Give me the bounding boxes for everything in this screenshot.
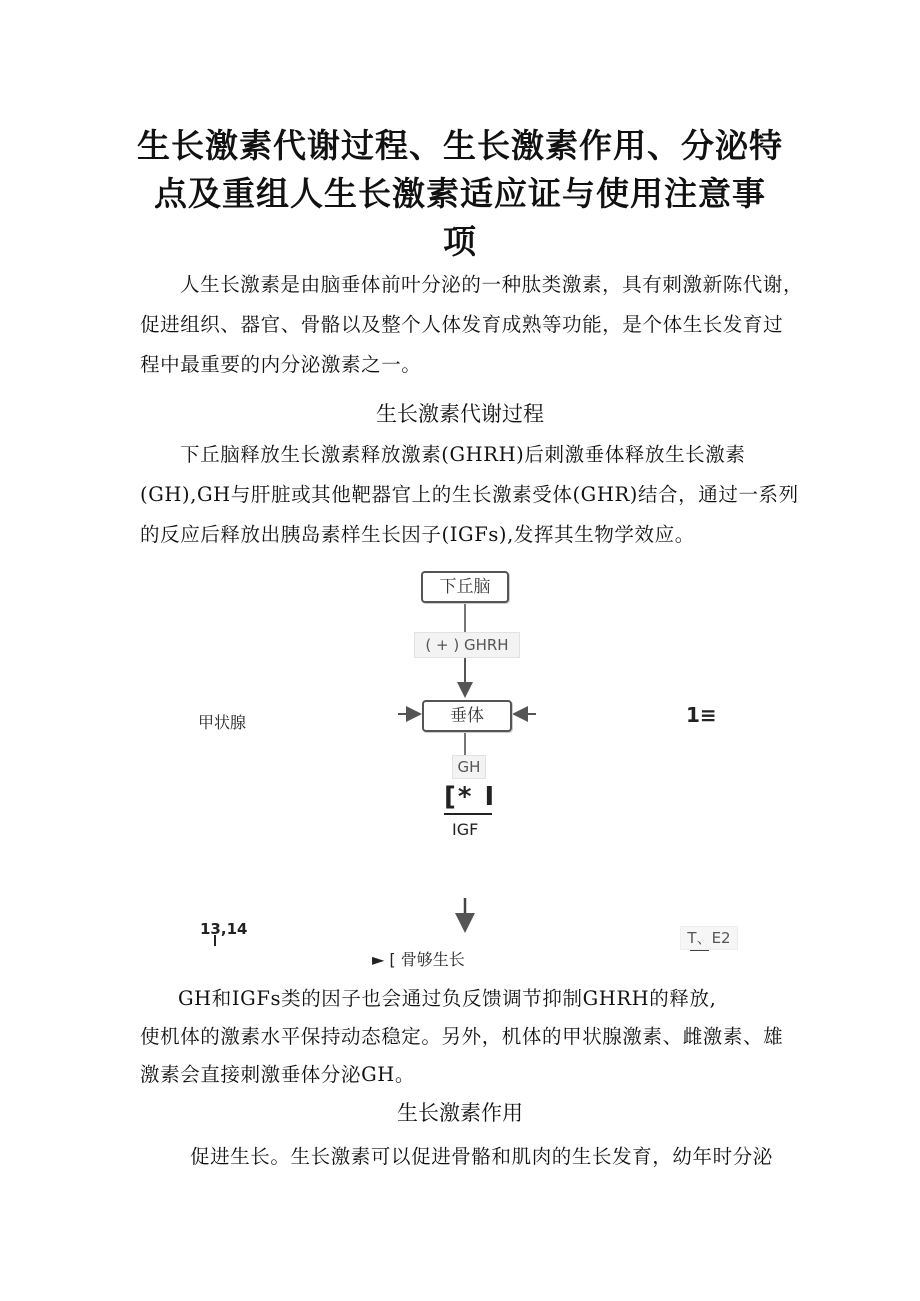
bracket-mark: [* I [444, 782, 497, 812]
section1-line-3: 的反应后释放出胰岛素样生长因子(IGFs),发挥其生物学效应。 [140, 523, 695, 546]
section-heading-function: 生长激素作用 [397, 1101, 523, 1125]
intro-line-1: 人生长激素是由脑垂体前叶分泌的一种肽类激素，具有刺激新陈代谢， [180, 273, 804, 296]
section1-line-1: 下丘脑释放生长激素释放激素(GHRH)后刺激垂体释放生长激素 [180, 443, 746, 466]
section2-line-1: 促进生长。生长激素可以促进骨骼和肌肉的生长发育，幼年时分泌 [190, 1145, 773, 1168]
hypothalamus-box: 下丘脑 [421, 571, 509, 603]
intro-line-2: 促进组织、器官、骨骼以及整个人体发育成熟等功能，是个体生长发育过 [140, 313, 784, 336]
pituitary-box: 垂体 [422, 700, 512, 732]
igf-label: IGF [452, 820, 479, 839]
thyroid-label: 甲状腺 [198, 713, 247, 732]
right-mark-label: 1≡ [686, 703, 717, 727]
page-title-line-2: 点及重组人生长激素适应证与使用注意事 [154, 174, 766, 213]
intro-line-3: 程中最重要的内分泌激素之一。 [140, 353, 422, 376]
page-title-line-3: 项 [443, 222, 477, 261]
section1b-line-3: 激素会直接刺激垂体分泌GH。 [140, 1063, 415, 1086]
gh-label: GH [452, 755, 486, 779]
t3t4-label: 13,14 [200, 920, 248, 938]
section1-line-2: (GH),GH与肝脏或其他靶器官上的生长激素受体(GHR)结合，通过一系列 [140, 483, 799, 506]
t-e2-label: T、E2 [680, 926, 738, 950]
bone-growth-label: ► [ 骨够生长 [372, 950, 465, 969]
section1b-line-2: 使机体的激素水平保持动态稳定。另外，机体的甲状腺激素、雌激素、雄 [140, 1025, 784, 1048]
page-title-line-1: 生长激素代谢过程、生长激素作用、分泌特 [137, 126, 783, 165]
ghrh-label: ( + ) GHRH [414, 632, 520, 658]
section-heading-metabolism: 生长激素代谢过程 [376, 402, 544, 426]
section1b-line-1: GH和IGFs类的因子也会通过负反馈调节抑制GHRH的释放, [178, 987, 717, 1010]
